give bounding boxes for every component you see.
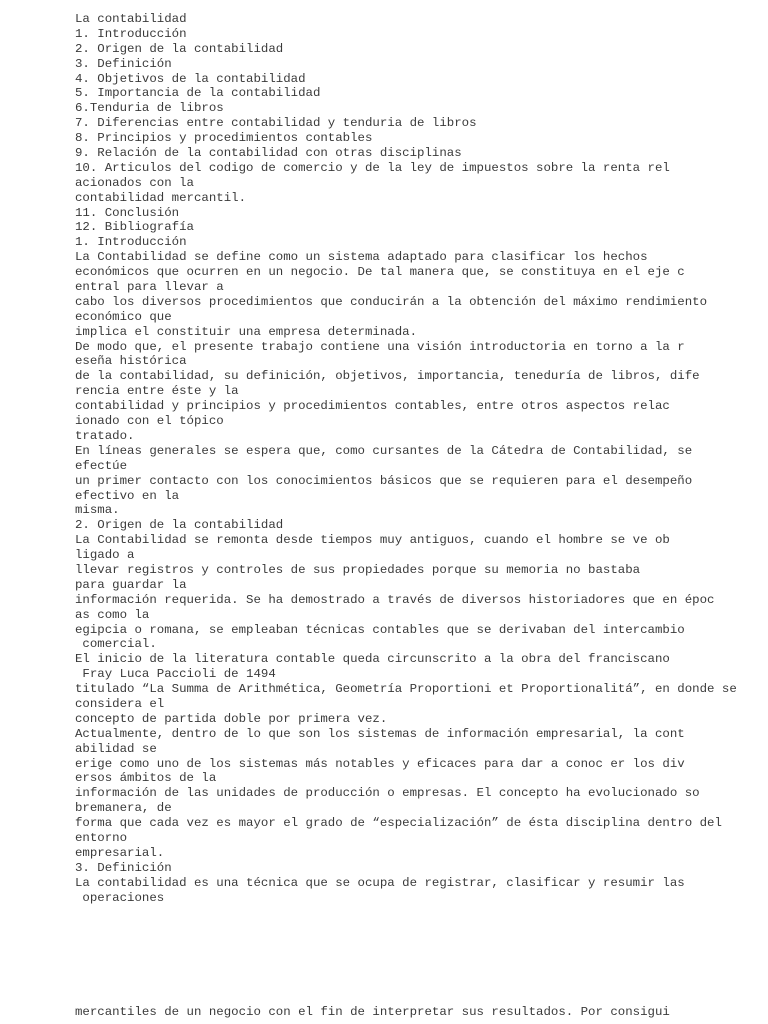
text-line: El inicio de la literatura contable queda circunscrito a la obra del franciscano [75, 652, 670, 667]
text-line: ionado con el tópico [75, 414, 224, 429]
text-line: considera el [75, 696, 165, 711]
text-line: La Contabilidad se remonta desde tiempos muy antiguos, cuando el hombre se ve ob [75, 533, 670, 548]
document-continuation-line: mercantiles de un negocio con el fin de interpretar sus resultados. Por consigui [75, 1005, 670, 1019]
text-line: acionados con la [75, 175, 194, 190]
text-line: 8. Principios y procedimientos contables [75, 131, 373, 146]
text-line: información de las unidades de producción o empresas. El concepto ha evolucionado so [75, 786, 700, 801]
text-line: 1. Introducción [75, 235, 187, 250]
text-line: contabilidad y principios y procedimientos contables, entre otros aspectos relac [75, 399, 670, 414]
text-line: rencia entre éste y la [75, 384, 239, 399]
text-line: información requerida. Se ha demostrado a través de diversos historiadores que en époc [75, 592, 715, 607]
text-line: comercial. [75, 637, 157, 652]
text-line: as como la [75, 607, 150, 622]
text-line: forma que cada vez es mayor el grado de “especialización” de ésta disciplina dentro del [75, 816, 722, 831]
text-line: eseña histórica [75, 354, 187, 369]
text-line: Fray Luca Paccioli de 1494 [75, 667, 276, 682]
text-line: efectivo en la [75, 488, 180, 503]
text-line: 2. Origen de la contabilidad [75, 41, 284, 56]
text-line: La contabilidad [75, 12, 187, 26]
text-line: 2. Origen de la contabilidad [75, 518, 284, 533]
text-line: llevar registros y controles de sus propiedades porque su memoria no bastaba [75, 562, 641, 577]
text-line: para guardar la [75, 577, 187, 592]
text-line: implica el constituir una empresa determinada. [75, 324, 418, 339]
text-line: ersos ámbitos de la [75, 771, 217, 786]
text-line: tratado. [75, 428, 135, 443]
text-line: bremanera, de [75, 801, 172, 816]
text-line: efectúe [75, 458, 128, 473]
text-line: titulado “La Summa de Arithmética, Geometría Proportioni et Proportionalitá”, en donde se [75, 682, 737, 697]
text-line: 4. Objetivos de la contabilidad [75, 71, 306, 86]
text-line: 1. Introducción [75, 26, 187, 41]
text-line: económico que [75, 309, 172, 324]
text-line: En líneas generales se espera que, como cursantes de la Cátedra de Contabilidad, se [75, 443, 693, 458]
text-line: egipcia o romana, se empleaban técnicas contables que se derivaban del intercambio [75, 622, 685, 637]
text-line: entorno [75, 830, 128, 845]
text-line: empresarial. [75, 845, 165, 860]
text-line: 7. Diferencias entre contabilidad y tenduria de libros [75, 116, 477, 131]
text-line: 9. Relación de la contabilidad con otras disciplinas [75, 146, 462, 161]
text-line: 6.Tenduria de libros [75, 101, 224, 116]
text-line: ligado a [75, 548, 135, 563]
text-line: Actualmente, dentro de lo que son los sistemas de información empresarial, la cont [75, 726, 685, 741]
text-line: misma. [75, 503, 120, 518]
text-line: abilidad se [75, 741, 157, 756]
text-line: de la contabilidad, su definición, objetivos, importancia, teneduría de libros, dife [75, 369, 700, 384]
text-line: La contabilidad es una técnica que se ocupa de registrar, clasificar y resumir las [75, 875, 685, 890]
text-line: 3. Definición [75, 860, 172, 875]
text-line: un primer contacto con los conocimientos básicos que se requieren para el desempeño [75, 473, 693, 488]
text-line: contabilidad mercantil. [75, 190, 247, 205]
text-line: cabo los diversos procedimientos que conducirán a la obtención del máximo rendimiento [75, 294, 708, 309]
text-line: operaciones [75, 890, 165, 905]
text-line: erige como uno de los sistemas más notables y eficaces para dar a conoc er los div [75, 756, 685, 771]
text-line: económicos que ocurren en un negocio. De tal manera que, se constituya en el eje c [75, 265, 685, 280]
text-line: 12. Bibliografía [75, 220, 194, 235]
text-line: 11. Conclusión [75, 205, 180, 220]
text-line: 3. Definición [75, 56, 172, 71]
text-line: 10. Articulos del codigo de comercio y de la ley de impuestos sobre la renta rel [75, 160, 670, 175]
text-line: concepto de partida doble por primera vez. [75, 711, 388, 726]
text-line: entral para llevar a [75, 280, 224, 295]
text-line: La Contabilidad se define como un sistema adaptado para clasificar los hechos [75, 250, 648, 265]
text-line: De modo que, el presente trabajo contiene una visión introductoria en torno a la r [75, 339, 685, 354]
text-line: 5. Importancia de la contabilidad [75, 86, 321, 101]
document-body [75, 12, 765, 905]
